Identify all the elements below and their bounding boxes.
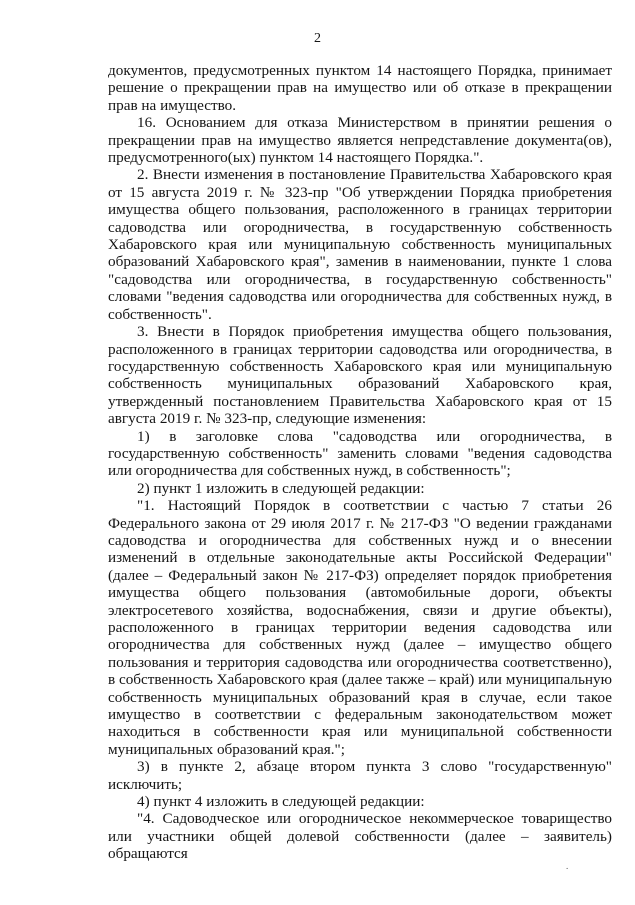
scan-speck: . [566,861,569,871]
paragraph: "4. Садоводческое или огородническое некоммерческое товарищество или участники общей долевой собственности (далее – заявитель) обращаются [108,810,612,863]
paragraph: 1) в заголовке слова "садоводства или огородничества, в государственную собственность" заменить словами "ведения садоводства или огородничества для собственных нужд, в собственность"; [108,427,612,480]
paragraph: документов, предусмотренных пунктом 14 настоящего Порядка, принимает решение о прекращении прав на имущество или об отказе в прекращении прав на имущество. [108,62,612,114]
paragraph: 2) пункт 1 изложить в следующей редакции: [137,479,425,497]
paragraph: "1. Настоящий Порядок в соответствии с частью 7 статьи 26 Федерального закона от 29 июля 2017 г. № 217-ФЗ "О ведении гражданами садоводства и огородничества для собственных нужд и о внесении изменений в отдельные законодательные акты Российской Федерации" (далее – Федеральный закон № 217-ФЗ) определяет порядок приобретения имущества общего пользования (автомобильные дороги, объекты электросетевого хозяйства, водоснабжения, связи и другие объекты), расположенного в границах территории ведения садоводства или огородничества для собственных нужд (далее – имущество общего пользования и территория садоводства или огородничества соответственно), в собственность Хабаровского края (далее также – край) или муниципальную собственность муниципальных образований края в случае, если такое имущество в соответствии с федеральным законодательством может находиться в собственности края или муниципальной собственности муниципальных образований края."; [108,497,612,758]
paragraph: 2. Внести изменения в постановление Правительства Хабаровского края от 15 августа 2019 г. № 323-пр "Об утверждении Порядка приобретения имущества общего пользования, расположенного в границах территории садоводства или огородничества, в государственную собственность Хабаровского края или муниципальную собственность муниципальных образований Хабаровского края", заменив в наименовании, пункте 1 слова "садоводства или огородничества, в государственную собственность" словами "ведения садоводства или огородничества для собственных нужд, в собственность". [108,166,612,323]
page-number: 2 [314,31,321,46]
paragraph: 16. Основанием для отказа Министерством в принятии решения о прекращении прав на имущество является непредставление документа(ов), предусмотренного(ых) пунктом 14 настоящего Порядка.". [108,114,612,167]
paragraph: 4) пункт 4 изложить в следующей редакции: [137,793,425,811]
paragraph: 3) в пункте 2, абзаце втором пункта 3 слово "государственную" исключить; [108,758,612,793]
paragraph: 3. Внести в Порядок приобретения имущества общего пользования, расположенного в границах территории садоводства или огородничества, в государственную собственность Хабаровского края или муниципальную собственность муниципальных образований Хабаровского края, утвержденный постановлением Правительства Хабаровского края от 15 августа 2019 г. № 323-пр, следующие изменения: [108,323,612,428]
document-body [108,62,612,863]
